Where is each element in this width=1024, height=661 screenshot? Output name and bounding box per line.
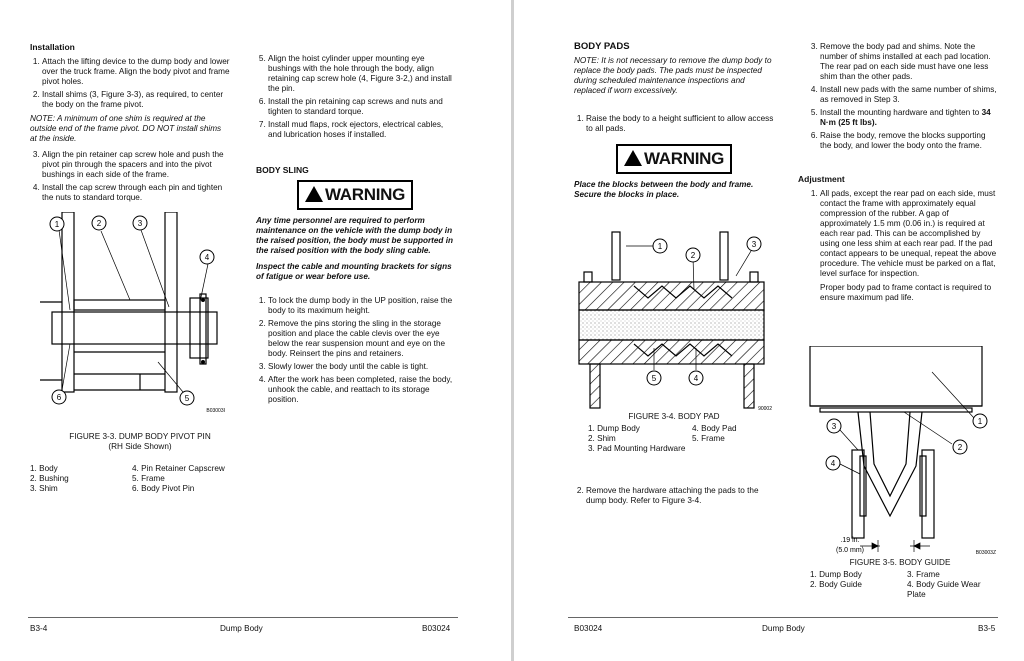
figure-3-4-code: 90002 <box>758 406 772 412</box>
body-pads-step-2: 2. Remove the hardware attaching the pads to the dump body. Refer to Figure 3-4. <box>586 486 774 506</box>
body-pads-section <box>574 42 774 206</box>
adjustment-paragraph: Proper body pad to frame contact is required to ensure maximum pad life. <box>820 283 992 302</box>
body-sling-step-3: 3. Slowly lower the body until the cable is tight. <box>268 362 454 372</box>
figure-3-3-subtitle: (RH Side Shown) <box>108 442 172 451</box>
right-page <box>514 0 1024 661</box>
footer-code: B03024 <box>422 624 451 633</box>
warning-badge: WARNING <box>616 144 732 174</box>
body-pads-step-5: 5. Install the mounting hardware and tighten to 34 N·m (25 ft lbs). <box>820 108 998 128</box>
callout-2: 2 <box>96 219 102 228</box>
footer-rule <box>28 617 458 618</box>
body-sling-section <box>256 165 454 409</box>
warning-badge: WARNING <box>297 180 413 210</box>
installation-note: NOTE: A minimum of one shim is required at the outside end of the frame pivot. DO NOT install shims at the inside. <box>30 114 222 143</box>
installation-step-5: 5. Align the hoist cylinder upper mounting eye bushings with the hole through the body, align retaining cap screw hole (4, Figure 3-2,) and install the pin. <box>268 54 454 94</box>
legend-item: 2. Shim <box>588 434 616 443</box>
callout-1: 1 <box>54 220 60 229</box>
figure-3-4-legend <box>588 424 788 454</box>
installation-steps-c <box>256 54 454 140</box>
legend-item: 3. Shim <box>30 484 58 493</box>
callout-1: 1 <box>977 417 983 426</box>
installation-step-1: 1. Attach the lifting device to the dump body and lower over the truck frame. Align the body pivot and frame pivot holes. <box>42 57 230 87</box>
footer-page-number: B3-5 <box>978 624 996 633</box>
installation-step-7: 7. Install mud flaps, rock ejectors, electrical cables, and lubrication hoses if installed. <box>268 120 454 140</box>
installation-steps-a <box>30 57 230 110</box>
adjustment-heading: Adjustment <box>798 174 845 184</box>
body-sling-steps <box>256 296 454 405</box>
warning-triangle-icon <box>305 186 323 202</box>
figure-3-3-legend <box>30 464 250 494</box>
footer-title: Dump Body <box>220 624 263 633</box>
installation-section <box>30 42 230 207</box>
body-sling-step-4: 4. After the work has been completed, raise the body, unhook the cable, and reattach to its storage position. <box>268 375 454 405</box>
footer-rule <box>568 617 998 618</box>
figure-3-5-code: B03003Z <box>975 550 996 556</box>
installation-step-2: 2. Install shims (3, Figure 3-3), as required, to center the body on the frame pivot. <box>42 90 230 110</box>
body-sling-warning-text: Any time personnel are required to perform maintenance on the vehicle with the dump body in the raised position, the body must be supported in the raised position with the body sling cable. <box>256 216 453 255</box>
installation-steps-b <box>30 150 230 203</box>
body-pads-warning-text: Place the blocks between the body and frame. Secure the blocks in place. <box>574 180 754 199</box>
left-page <box>0 0 511 661</box>
body-sling-inspect-text: Inspect the cable and mounting brackets for signs of fatigue or wear before use. <box>256 262 452 281</box>
installation-step-6: 6. Install the pin retaining cap screws and nuts and tighten to standard torque. <box>268 97 454 117</box>
torque-value: 34 N·m (25 ft lbs). <box>820 108 991 127</box>
legend-item: 1. Dump Body <box>588 424 640 433</box>
body-sling-step-1: 1. To lock the dump body in the UP position, raise the body to its maximum height. <box>268 296 454 316</box>
legend-item: 4. Body Pad <box>692 424 737 433</box>
body-pads-step-2-block <box>574 486 774 510</box>
figure-3-5-drawing <box>800 346 1000 558</box>
figure-3-4-caption: FIGURE 3-4. BODY PAD <box>628 412 720 421</box>
dimension-inches: .19 in. <box>840 537 860 544</box>
legend-item: 6. Body Pivot Pin <box>132 484 195 493</box>
legend-item: 2. Body Guide <box>810 580 862 589</box>
callout-4: 4 <box>204 253 210 262</box>
legend-item: 4. Pin Retainer Capscrew <box>132 464 225 473</box>
figure-3-3-caption <box>40 432 240 452</box>
callout-3: 3 <box>831 422 837 431</box>
figure-3-5-legend <box>810 570 1000 600</box>
body-pads-step-1: 1. Raise the body to a height sufficient to allow access to all pads. <box>586 114 774 134</box>
figure-3-4-drawing <box>574 230 774 412</box>
callout-4: 4 <box>830 459 836 468</box>
dimension-mm: (5.0 mm) <box>836 547 864 554</box>
installation-heading: Installation <box>30 42 75 52</box>
callout-1: 1 <box>657 242 663 251</box>
callout-5: 5 <box>651 374 657 383</box>
footer-page-number: B3-4 <box>30 624 48 633</box>
legend-item: 5. Frame <box>692 434 725 443</box>
body-sling-step-2: 2. Remove the pins storing the sling in the storage position and place the cable clevis over the eye below the rear suspension mount and eye on the body. Reinsert the pins and retainers. <box>268 319 454 359</box>
callout-3: 3 <box>137 219 143 228</box>
legend-item: 3. Pad Mounting Hardware <box>588 444 686 453</box>
callout-3: 3 <box>751 240 757 249</box>
figure-3-5-caption: FIGURE 3-5. BODY GUIDE <box>849 558 951 567</box>
warning-triangle-icon <box>624 150 642 166</box>
body-sling-heading: BODY SLING <box>256 165 309 175</box>
footer-code: B03024 <box>574 624 603 633</box>
figure-3-3-title: FIGURE 3-3. DUMP BODY PIVOT PIN <box>69 432 211 441</box>
body-pads-note: NOTE: It is not necessary to remove the dump body to replace the body pads. The pads must be inspected during scheduled maintenance inspections and replaced if worn excessively. <box>574 56 772 95</box>
figure-3-3-drawing <box>40 212 240 417</box>
legend-item: 4. Body Guide Wear Plate <box>907 580 981 599</box>
legend-item: 1. Body <box>30 464 58 473</box>
body-pads-step-4: 4. Install new pads with the same number of shims, as removed in Step 3. <box>820 85 998 105</box>
body-pads-step-6: 6. Raise the body, remove the blocks supporting the body, and lower the body onto the frame. <box>820 131 998 151</box>
callout-6: 6 <box>56 393 62 402</box>
body-pads-step-3: 3. Remove the body pad and shims. Note the number of shims installed at each pad location. The rear pad on each side must have one less shim than the other pads. <box>820 42 998 82</box>
installation-steps-continued <box>256 54 454 144</box>
legend-item: 2. Bushing <box>30 474 69 483</box>
adjustment-step-1: 1. All pads, except the rear pad on each side, must contact the frame with approximately equal compression of the rubber. A gap of approximately 1.5 mm (0.06 in.) is required at each rear pad. This can be accomplished by using one less shim at each rear pad. If the pad contact appears to be unequal, repeat the above procedure. The vehicle must be parked on a flat, level surface for inspection. <box>820 189 998 279</box>
body-pads-heading: BODY PADS <box>574 41 630 52</box>
body-pads-steps <box>574 114 774 134</box>
installation-step-4: 4. Install the cap screw through each pin and tighten the nuts to standard torque. <box>42 183 230 203</box>
legend-item: 5. Frame <box>132 474 165 483</box>
footer-title: Dump Body <box>762 624 805 633</box>
adjustment-section <box>798 174 998 309</box>
callout-2: 2 <box>690 251 696 260</box>
callout-4: 4 <box>693 374 699 383</box>
installation-step-3: 3. Align the pin retainer cap screw hole and push the pivot pin through the spacers and into the pivot bushings in each side of the frame. <box>42 150 230 180</box>
callout-5: 5 <box>184 394 190 403</box>
figure-3-3-code: B03003I <box>206 408 225 414</box>
legend-item: 3. Frame <box>907 570 940 579</box>
legend-item: 1. Dump Body <box>810 570 862 579</box>
body-pads-steps-continued <box>808 42 998 155</box>
callout-2: 2 <box>957 443 963 452</box>
